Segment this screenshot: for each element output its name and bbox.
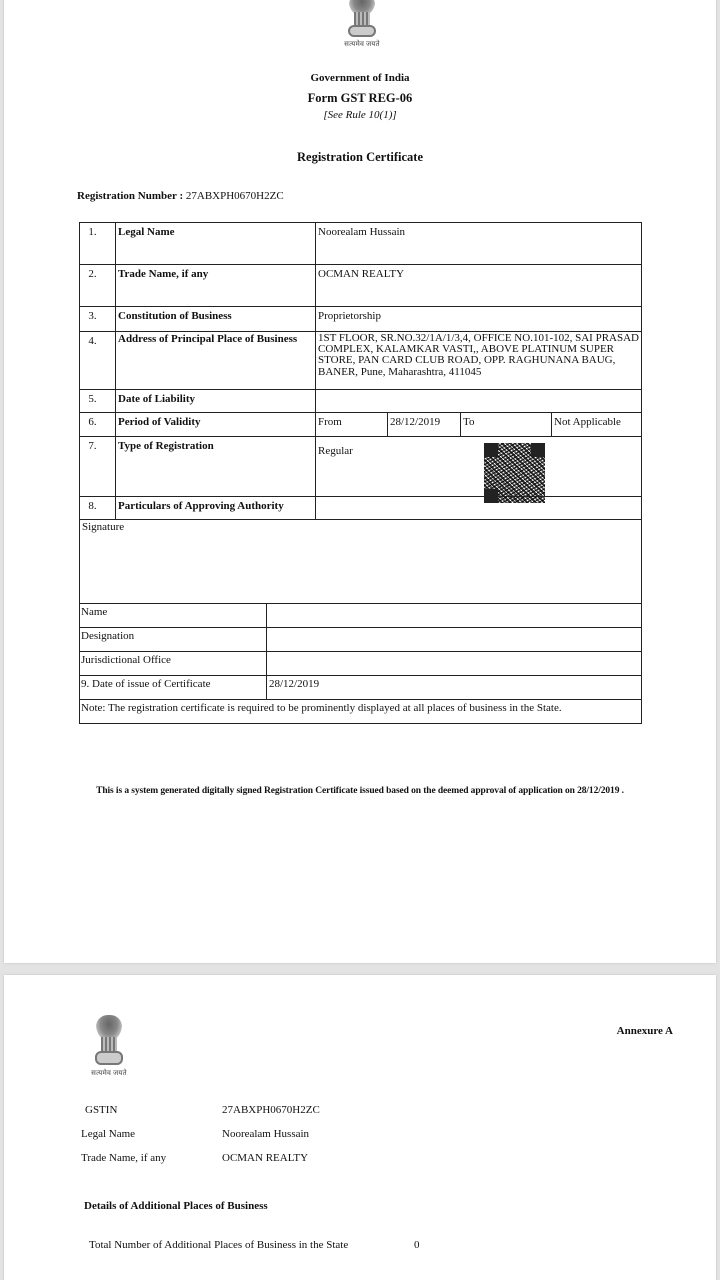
row-label-type-of-registration: Type of Registration [115,436,316,497]
date-of-issue-value: 28/12/2019 [266,675,642,700]
date-of-liability-value [315,389,642,413]
row-number: 6. [79,412,116,437]
row-number: 8. [79,496,116,520]
display-note: Note: The registration certificate is required to be prominently displayed at all places of business in the State. [79,699,642,724]
digital-signature-footnote: This is a system generated digitally signed Registration Certificate issued based on the deemed approval of application on 28/12/2019 . [96,786,624,796]
national-emblem-icon [340,0,384,54]
constitution-value: Proprietorship [315,306,642,332]
signature-label: Signature [82,521,125,533]
government-heading: Government of India [310,72,410,84]
registration-number-value: 27ABXPH0670H2ZC [185,190,284,202]
row-number: 1. [79,222,116,265]
legal-name-label: Legal Name [81,1128,136,1140]
gstin-value: 27ABXPH0670H2ZC [222,1104,320,1116]
row-label-address: Address of Principal Place of Business [115,331,316,390]
row-label-trade-name: Trade Name, if any [115,264,316,307]
authority-label-designation: Designation [79,627,267,652]
validity-from-date: 28/12/2019 [387,412,461,437]
additional-places-count-value: 0 [414,1239,420,1251]
validity-to-label: To [460,412,552,437]
row-label-period-of-validity: Period of Validity [115,412,316,437]
approving-authority-value [315,496,642,520]
address-value: 1ST FLOOR, SR.NO.32/1A/1/3,4, OFFICE NO.101-102, SAI PRASAD COMPLEX, KALAMKAR VASTI,, ABOVE PLATINUM SUPER STORE, PAN CARD CLUB ROAD, OPP. RAGHUNANA BAUG, BANER, Pune, Maharashtra, 411045 [315,331,642,390]
row-label-legal-name: Legal Name [115,222,316,265]
rule-reference: [See Rule 10(1)] [323,109,397,121]
row-label-constitution: Constitution of Business [115,306,316,332]
page-2-annexure [4,975,716,1280]
page-1 [4,0,716,963]
trade-name-label: Trade Name, if any [81,1152,167,1164]
type-of-registration-value [315,436,642,497]
row-number: 7. [79,436,116,497]
validity-from-label: From [315,412,388,437]
date-of-issue-label: 9. Date of issue of Certificate [79,675,267,700]
legal-name-value: Noorealam Hussain [315,222,642,265]
row-number: 2. [79,264,116,307]
authority-value-name [266,603,642,628]
legal-name-value: Noorealam Hussain [222,1128,310,1140]
national-emblem-icon [87,1013,131,1085]
trade-name-value: OCMAN REALTY [315,264,642,307]
qr-code-icon [484,443,545,503]
registration-number [77,190,284,202]
authority-value-designation [266,627,642,652]
signature-box [79,519,642,604]
emblem-motto: सत्यमेव जयते [344,40,380,48]
authority-value-jurisdiction [266,651,642,676]
form-title: Form GST REG-06 [307,91,413,105]
authority-label-jurisdiction: Jurisdictional Office [79,651,267,676]
emblem-motto: सत्यमेव जयते [91,1069,127,1077]
authority-label-name: Name [79,603,267,628]
validity-to-value: Not Applicable [551,412,642,437]
additional-places-heading: Details of Additional Places of Business [84,1200,268,1212]
row-label-date-of-liability: Date of Liability [115,389,316,413]
row-number: 5. [79,389,116,413]
registration-type: Regular [318,445,353,457]
additional-places-count-label: Total Number of Additional Places of Business in the State [89,1239,349,1251]
certificate-title: Registration Certificate [297,150,423,164]
registration-number-label: Registration Number : [77,190,184,202]
row-number: 3. [79,306,116,332]
gstin-label: GSTIN [85,1104,118,1116]
row-number: 4. [79,331,116,390]
trade-name-value: OCMAN REALTY [222,1152,309,1164]
annexure-title: Annexure A [616,1025,673,1037]
row-label-approving-authority: Particulars of Approving Authority [115,496,316,520]
